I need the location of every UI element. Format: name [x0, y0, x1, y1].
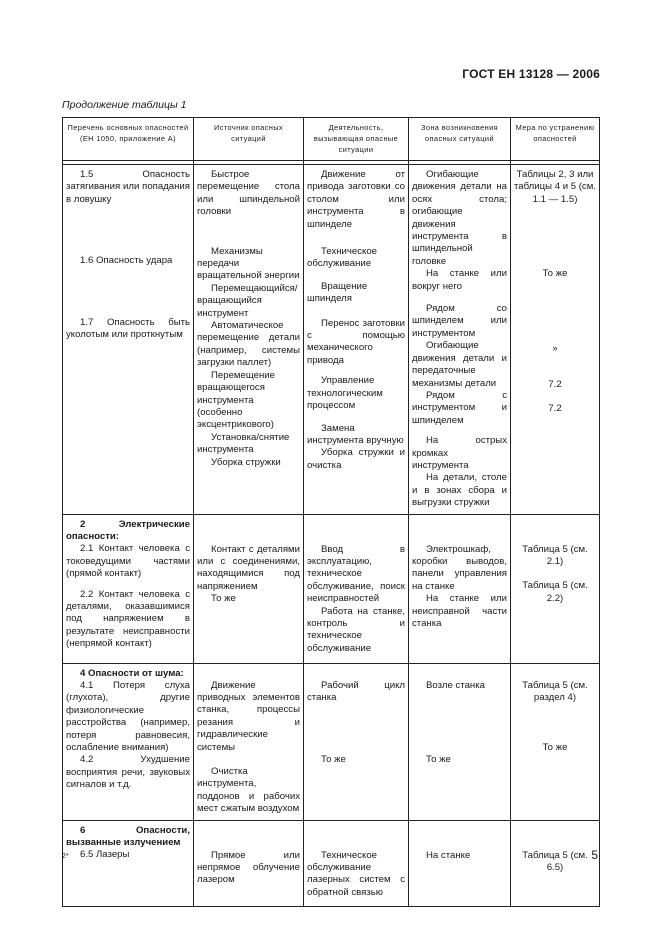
measure-item: »	[552, 342, 558, 354]
zone-item: На станке или неисправной части станка	[412, 593, 507, 629]
source-item: Механизмы передачи вращательной энергии	[197, 245, 300, 282]
activity-item: Управление технологическим процессом	[307, 375, 383, 412]
hazard-item: 6.5 Лазеры	[80, 849, 130, 861]
measure-item: Таблица 5 (см. раздел 4)	[522, 679, 588, 703]
source-cell	[194, 820, 304, 906]
zone-item: Электрошкаф, коробки выводов, панели управления на станке	[412, 543, 507, 592]
zone-item: Огибающие движения детали и передаточные механизмы детали	[412, 340, 507, 389]
activity-item: Перенос заготовки с помощью механического привода	[307, 317, 405, 366]
measure-item: Таблица 5 (см. 2.1)	[522, 543, 588, 567]
zone-cell	[409, 514, 511, 663]
activity-item: Замена инструмента вручную	[307, 422, 404, 446]
activity-item: Работа на станке, контроль и техническое обслуживание	[307, 605, 405, 654]
hazard-cell	[63, 820, 194, 906]
measure-cell	[511, 514, 600, 663]
activity-item: То же	[321, 754, 346, 766]
table-row	[63, 820, 600, 906]
source-item: Перемещающийся/вращающийся инструмент	[197, 282, 298, 319]
column-header-source: Источник опасных ситуаций	[194, 118, 304, 161]
source-cell	[194, 663, 304, 820]
hazard-cell	[63, 663, 194, 820]
hazard-item: 1.7 Опасность быть уколотым или проткнутым	[66, 316, 190, 341]
activity-item: Движение от привода заготовки со столом или инструмента в шпинделе	[307, 169, 405, 230]
hazard-cell	[63, 165, 194, 515]
hazard-group-title: 4 Опасности от шума:	[80, 667, 184, 679]
hazard-item: 2.1 Контакт человека с токоведущими частями (прямой контакт)	[66, 543, 190, 580]
measure-item: Таблица 5 (см. 2.2)	[522, 580, 588, 604]
source-item: Быстрое перемещение стола или шпиндельной головки	[197, 169, 300, 218]
activity-item: Ввод в эксплуатацию, техническое обслуживание, поиск неисправностей	[307, 543, 405, 605]
table-row	[63, 663, 600, 820]
zone-item: Рядом с инструментом и шпинделем	[412, 389, 507, 426]
zone-item: На станке или вокруг него	[412, 268, 507, 292]
measure-cell	[511, 165, 600, 515]
measure-item: 7.2	[548, 379, 562, 391]
column-header-activity: Деятельность, вызывающая опасные ситуации	[304, 118, 409, 161]
column-header-hazards: Перечень основных опасностей (ЕН 1050, приложение А)	[63, 118, 194, 161]
source-cell	[194, 165, 304, 515]
column-header-zone: Зона возникновения опасных ситуаций	[409, 118, 511, 161]
hazard-item: 1.6 Опасность удара	[80, 255, 173, 267]
activity-item: Рабочий цикл станка	[307, 679, 405, 703]
hazards-table	[62, 117, 600, 907]
hazard-group-title: 2 Электрические опасности:	[66, 518, 190, 542]
hazard-item: 4.1 Потеря слуха (глухота), другие физиологические расстройства (например, потеря равновесия, ослабление внимания)	[66, 679, 190, 753]
zone-item: Огибающие движения детали на осях стола; огибающие движения инструмента в шпиндельной головке	[412, 169, 507, 267]
source-item: Автоматическое перемещение детали (например, системы загрузки паллет)	[197, 320, 300, 369]
source-item: Прямое или непрямое облучение лазером	[197, 849, 300, 886]
column-header-measure: Мера по устранению опасностей	[511, 118, 600, 161]
zone-item: То же	[426, 753, 451, 765]
measure-item: То же	[542, 742, 568, 754]
zone-item: Рядом со шпинделем или инструментом	[412, 303, 507, 339]
hazard-item: 1.5 Опасность затягивания или попадания в ловушку	[66, 169, 190, 205]
document-code: ГОСТ ЕН 13128 — 2006	[462, 67, 600, 81]
activity-cell	[304, 663, 409, 820]
table-row	[63, 514, 600, 663]
hazard-cell	[63, 514, 194, 663]
zone-cell	[409, 663, 511, 820]
hazard-item: 2.2 Контакт человека с деталями, оказавшимися под напряжением в результате неисправности (непрямой контакт)	[66, 588, 190, 650]
measure-item: То же	[542, 268, 568, 280]
source-item: Установка/снятие инструмента	[197, 431, 290, 456]
source-item: Перемещение вращающегося инструмента (особенно эксцентрикового)	[197, 369, 275, 431]
measure-cell	[511, 663, 600, 820]
measure-item: Таблицы 2, 3 или таблицы 4 и 5 (см. 1.1 — 1.5)	[514, 169, 596, 205]
activity-item: Вращение шпинделя	[307, 280, 368, 305]
source-item: Очистка инструмента, поддонов и рабочих мест сжатым воздухом	[197, 766, 300, 815]
zone-item: На станке	[426, 849, 471, 861]
table-header-row	[63, 118, 600, 161]
source-item: Движение приводных элементов станка, процессы резания и гидравлические системы	[197, 679, 300, 753]
page-number: 5	[591, 848, 598, 862]
measure-item: 7.2	[548, 403, 562, 415]
zone-item: На детали, столе и в зонах сбора и выгрузки стружки	[412, 472, 507, 509]
table-row	[63, 165, 600, 515]
zone-item: Возле станка	[426, 679, 485, 691]
measure-cell	[511, 820, 600, 906]
zone-cell	[409, 165, 511, 515]
footer-mark: 2*	[62, 853, 69, 860]
activity-item: Техническое обслуживание	[307, 246, 378, 270]
activity-cell	[304, 820, 409, 906]
source-item: То же	[211, 593, 236, 605]
activity-item: Техническое обслуживание лазерных систем с обратной связью	[307, 849, 405, 898]
activity-cell	[304, 514, 409, 663]
hazard-group-title: 6 Опасности, вызванные излучением	[66, 824, 190, 849]
activity-cell	[304, 165, 409, 515]
table-caption: Продолжение таблицы 1	[62, 99, 187, 111]
activity-item: Уборка стружки и очистка	[307, 447, 405, 471]
source-cell	[194, 514, 304, 663]
source-item: Уборка стружки	[211, 456, 281, 468]
zone-cell	[409, 820, 511, 906]
hazard-item: 4.2 Ухудшение восприятия речи, звуковых сигналов и т.д.	[66, 754, 190, 791]
measure-item: Таблица 5 (см. 6.5)	[522, 849, 588, 874]
source-item: Контакт с деталями или с соединениями, находящимися под напряжением	[197, 543, 300, 592]
zone-item: На острых кромках инструмента	[412, 435, 507, 471]
